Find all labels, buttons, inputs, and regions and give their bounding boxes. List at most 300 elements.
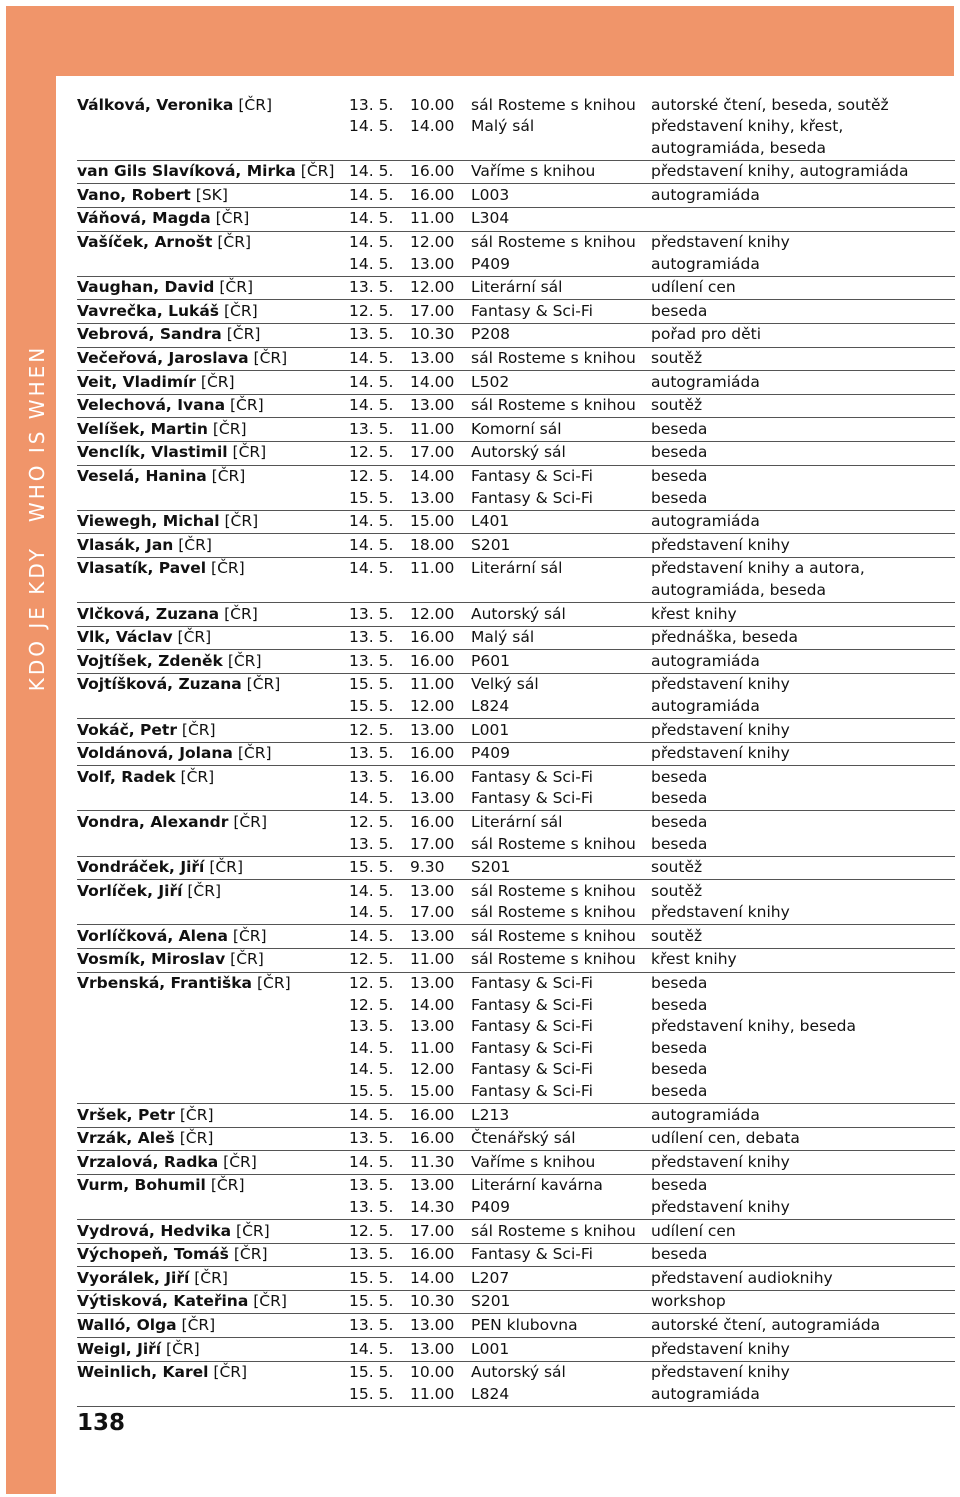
event-date: 15. 5. — [349, 675, 394, 694]
author-surname: Vlk, Václav — [77, 628, 173, 647]
event-time: 11.00 — [410, 207, 471, 231]
event-date: 12. 5. — [349, 441, 410, 465]
event-activity: autogramiáda — [651, 696, 955, 719]
event-venue: L824 — [471, 1384, 651, 1407]
section-title-english: WHO IS WHEN — [25, 344, 49, 523]
schedule-row — [77, 116, 955, 138]
event-time: 10.00 — [410, 95, 455, 114]
author-surname: Vydrová, Hedvika — [77, 1221, 232, 1240]
event-venue: sál Rosteme s knihou — [471, 834, 651, 857]
event-activity: autogramiáda — [651, 1384, 955, 1407]
event-venue: PEN klubovna — [471, 1314, 651, 1338]
event-date: 13. 5. — [349, 1127, 410, 1151]
author-cell — [77, 300, 349, 324]
event-time: 13.00 — [410, 1017, 455, 1036]
author-surname: Vokáč, Petr — [77, 720, 177, 739]
author-country: [ČR] — [211, 559, 245, 578]
event-date: 14. 5. — [349, 233, 394, 252]
schedule-row — [77, 534, 955, 558]
author-cell — [77, 184, 349, 208]
event-time: 16.00 — [410, 184, 471, 208]
author-surname: Vosmík, Miroslav — [77, 950, 226, 969]
author-cell — [77, 207, 349, 231]
schedule-row — [77, 1151, 955, 1175]
author-cell — [77, 811, 349, 834]
event-time: 12.00 — [410, 696, 471, 719]
event-venue: Autorský sál — [471, 1363, 566, 1382]
event-time: 16.00 — [410, 742, 471, 766]
author-surname: Výchopeň, Tomáš — [77, 1245, 229, 1264]
event-date: 14. 5. — [349, 925, 410, 949]
author-country: [ČR] — [233, 812, 267, 831]
event-venue: Autorský sál — [471, 603, 651, 627]
schedule-row — [77, 742, 955, 766]
event-venue — [471, 138, 651, 161]
event-activity: soutěž — [651, 394, 955, 418]
event-venue: Velký sál — [471, 675, 539, 694]
event-time: 13.00 — [410, 254, 471, 277]
event-venue: Literární kavárna — [471, 1176, 603, 1195]
author-cell — [77, 880, 349, 903]
schedule-table — [77, 94, 955, 1407]
event-activity: udílení cen — [651, 1220, 955, 1244]
event-venue: Komorní sál — [471, 418, 651, 442]
schedule-row — [77, 603, 955, 627]
schedule-row — [77, 300, 955, 324]
event-activity — [651, 207, 955, 231]
event-activity: představení knihy — [651, 1197, 955, 1220]
event-time: 14.30 — [410, 1197, 471, 1220]
event-date: 13. 5. — [349, 603, 410, 627]
schedule-row — [77, 1361, 955, 1384]
event-activity: představení knihy, křest, — [651, 117, 844, 136]
event-activity: autorské čtení, autogramiáda — [651, 1314, 955, 1338]
author-surname: Vorlíček, Jiří — [77, 881, 183, 900]
author-cell — [77, 1127, 349, 1151]
event-activity: beseda — [651, 767, 708, 786]
author-surname: Walló, Olga — [77, 1315, 177, 1334]
event-date: 14. 5. — [349, 510, 410, 534]
schedule-row — [77, 254, 955, 277]
author-cell — [77, 1151, 349, 1175]
event-time: 17.00 — [410, 441, 471, 465]
event-date: 14. 5. — [349, 559, 394, 578]
event-date: 15. 5. — [349, 1290, 410, 1314]
event-activity: pořad pro děti — [651, 323, 955, 347]
schedule-row — [77, 276, 955, 300]
schedule-row — [77, 347, 955, 371]
author-country: [ČR] — [217, 233, 252, 252]
event-date: 13. 5. — [349, 1197, 410, 1220]
author-surname: van Gils Slavíková, Mirka — [77, 162, 296, 181]
author-cell — [77, 719, 349, 743]
event-date: 13. 5. — [349, 626, 410, 650]
author-surname: Weigl, Jiří — [77, 1339, 162, 1358]
event-venue: L213 — [471, 1104, 651, 1128]
event-activity: představení knihy, beseda — [651, 1017, 856, 1036]
author-country: [ČR] — [166, 1339, 200, 1358]
event-time: 17.00 — [410, 300, 471, 324]
event-activity: autogramiáda — [651, 184, 955, 208]
author-country: [ČR] — [213, 1363, 248, 1382]
schedule-row — [77, 1059, 955, 1081]
event-date: 13. 5. — [349, 418, 410, 442]
event-time: 11.00 — [410, 948, 471, 972]
event-venue: L003 — [471, 184, 651, 208]
event-venue: Vaříme s knihou — [471, 160, 651, 184]
author-surname: Vašíček, Arnošt — [77, 233, 213, 252]
event-time: 10.30 — [410, 323, 471, 347]
event-date: 13. 5. — [349, 1243, 410, 1267]
author-country: [ČR] — [238, 95, 273, 114]
event-activity: autogramiáda — [651, 650, 955, 674]
author-cell — [77, 1338, 349, 1362]
schedule-row — [77, 1127, 955, 1151]
event-venue: Fantasy & Sci-Fi — [471, 974, 593, 993]
event-date: 13. 5. — [349, 323, 410, 347]
event-time: 15.00 — [410, 510, 471, 534]
event-activity: představení knihy — [651, 1363, 790, 1382]
schedule-row — [77, 948, 955, 972]
author-country: [ČR] — [178, 535, 212, 554]
author-country: [SK] — [195, 185, 228, 204]
event-activity: představení knihy — [651, 742, 955, 766]
event-date — [349, 138, 410, 161]
event-time: 13.00 — [410, 881, 455, 900]
author-cell — [77, 766, 349, 789]
event-activity: představení knihy — [651, 675, 790, 694]
schedule-row — [77, 184, 955, 208]
author-country: [ČR] — [236, 1221, 270, 1240]
event-activity: beseda — [651, 1060, 708, 1079]
author-cell — [77, 116, 349, 138]
author-cell — [77, 138, 349, 161]
author-surname: Venclík, Vlastimil — [77, 443, 228, 462]
author-country: [ČR] — [232, 443, 267, 462]
author-surname: Vojtíšek, Zdeněk — [77, 651, 223, 670]
schedule-row — [77, 1016, 955, 1038]
schedule-row — [77, 1290, 955, 1314]
event-activity: beseda — [651, 1038, 708, 1057]
author-surname: Vojtíšková, Zuzana — [77, 675, 242, 694]
event-time: 9.30 — [410, 856, 471, 880]
schedule-row — [77, 1081, 955, 1104]
author-country: [ČR] — [187, 881, 222, 900]
event-date: 14. 5. — [349, 117, 394, 136]
author-surname: Velíšek, Martin — [77, 419, 208, 438]
event-activity: představení knihy — [651, 1338, 955, 1362]
event-activity: udílení cen — [651, 276, 955, 300]
author-country: [ČR] — [223, 301, 258, 320]
author-surname: Vlasatík, Pavel — [77, 559, 207, 578]
event-activity: autogramiáda — [651, 1104, 955, 1128]
event-venue: sál Rosteme s knihou — [471, 948, 651, 972]
event-time: 13.00 — [410, 925, 471, 949]
section-title-czech: KDO JE KDY — [25, 546, 49, 692]
schedule-row — [77, 323, 955, 347]
author-cell — [77, 1174, 349, 1197]
event-venue: Fantasy & Sci-Fi — [471, 1017, 593, 1036]
schedule-row — [77, 510, 955, 534]
author-country: [ČR] — [194, 1268, 228, 1287]
event-activity: beseda — [651, 1243, 955, 1267]
event-date: 12. 5. — [349, 719, 410, 743]
event-venue: L502 — [471, 371, 651, 395]
author-surname: Vebrová, Sandra — [77, 325, 222, 344]
schedule-row — [77, 880, 955, 903]
author-surname: Vlčková, Zuzana — [77, 604, 220, 623]
author-surname: Vano, Robert — [77, 185, 191, 204]
event-venue: Fantasy & Sci-Fi — [471, 1038, 593, 1057]
author-cell — [77, 580, 349, 603]
author-cell — [77, 557, 349, 580]
schedule-row — [77, 925, 955, 949]
event-date — [349, 580, 410, 603]
author-country: [ČR] — [253, 349, 288, 368]
event-venue: sál Rosteme s knihou — [471, 95, 636, 114]
author-surname: Vavrečka, Lukáš — [77, 301, 220, 320]
event-activity: autogramiáda, beseda — [651, 138, 955, 161]
event-time: 13.00 — [410, 1338, 471, 1362]
event-date: 14. 5. — [349, 902, 410, 925]
author-cell — [77, 534, 349, 558]
author-surname: Weinlich, Karel — [77, 1363, 209, 1382]
event-venue: sál Rosteme s knihou — [471, 394, 651, 418]
author-cell — [77, 902, 349, 925]
author-country: [ČR] — [181, 720, 216, 739]
schedule-row — [77, 441, 955, 465]
event-date: 14. 5. — [349, 534, 410, 558]
event-venue: Literární sál — [471, 812, 563, 831]
schedule-row — [77, 650, 955, 674]
event-activity: představení knihy — [651, 233, 790, 252]
event-time: 16.00 — [410, 1243, 471, 1267]
event-time: 13.00 — [410, 347, 471, 371]
author-cell — [77, 1267, 349, 1291]
top-color-band — [6, 6, 954, 76]
event-venue: P409 — [471, 254, 651, 277]
event-date: 12. 5. — [349, 974, 394, 993]
event-time: 16.00 — [410, 1104, 471, 1128]
event-activity: autogramiáda, beseda — [651, 580, 955, 603]
event-date: 15. 5. — [349, 1267, 410, 1291]
event-venue: Fantasy & Sci-Fi — [471, 488, 651, 511]
event-date: 13. 5. — [349, 1176, 394, 1195]
event-activity: udílení cen, debata — [651, 1127, 955, 1151]
event-date: 12. 5. — [349, 300, 410, 324]
event-date: 14. 5. — [349, 881, 394, 900]
schedule-row — [77, 1243, 955, 1267]
schedule-row — [77, 488, 955, 511]
schedule-row — [77, 1174, 955, 1197]
author-country: [ČR] — [179, 1129, 214, 1148]
event-time: 14.00 — [410, 117, 455, 136]
event-time: 13.00 — [410, 719, 471, 743]
author-country: [ČR] — [224, 604, 258, 623]
schedule-row — [77, 557, 955, 580]
event-date: 15. 5. — [349, 1363, 394, 1382]
author-country: [ČR] — [256, 974, 291, 993]
schedule-row — [77, 995, 955, 1017]
event-venue: sál Rosteme s knihou — [471, 233, 636, 252]
author-cell — [77, 742, 349, 766]
event-time: 10.30 — [410, 1290, 471, 1314]
author-cell — [77, 1314, 349, 1338]
author-country: [ČR] — [227, 651, 262, 670]
event-time: 16.00 — [410, 1127, 471, 1151]
event-time: 11.00 — [410, 1384, 471, 1407]
schedule-row — [77, 673, 955, 696]
event-time: 11.00 — [410, 559, 455, 578]
author-country: [ČR] — [224, 512, 259, 531]
event-venue: Fantasy & Sci-Fi — [471, 767, 593, 786]
event-venue: Fantasy & Sci-Fi — [471, 1243, 651, 1267]
schedule-row — [77, 1338, 955, 1362]
author-cell — [77, 418, 349, 442]
author-cell — [77, 510, 349, 534]
schedule-row — [77, 1267, 955, 1291]
schedule-row — [77, 207, 955, 231]
schedule-row — [77, 371, 955, 395]
event-activity: autogramiáda — [651, 510, 955, 534]
event-date: 14. 5. — [349, 160, 410, 184]
author-surname: Váňová, Magda — [77, 209, 211, 228]
event-time: 16.00 — [410, 650, 471, 674]
event-date: 13. 5. — [349, 767, 394, 786]
event-activity: představení knihy — [651, 1151, 955, 1175]
event-time: 14.00 — [410, 371, 471, 395]
author-surname: Volf, Radek — [77, 767, 176, 786]
author-country: [ČR] — [246, 675, 281, 694]
author-cell — [77, 1104, 349, 1128]
author-cell — [77, 948, 349, 972]
event-time: 13.00 — [410, 1176, 455, 1195]
event-time: 16.00 — [410, 160, 471, 184]
schedule-row — [77, 1104, 955, 1128]
author-cell — [77, 323, 349, 347]
author-surname: Vondra, Alexandr — [77, 812, 229, 831]
event-activity: workshop — [651, 1290, 955, 1314]
event-time: 13.00 — [410, 394, 471, 418]
event-date: 14. 5. — [349, 1060, 394, 1079]
event-date: 12. 5. — [349, 812, 394, 831]
page-number: 138 — [77, 1410, 126, 1436]
event-date: 14. 5. — [349, 184, 410, 208]
schedule-row — [77, 811, 955, 834]
event-date: 13. 5. — [349, 650, 410, 674]
event-activity: beseda — [651, 418, 955, 442]
event-venue: sál Rosteme s knihou — [471, 1220, 651, 1244]
event-date: 15. 5. — [349, 696, 410, 719]
event-date: 12. 5. — [349, 948, 410, 972]
event-activity: soutěž — [651, 856, 955, 880]
schedule-row — [77, 138, 955, 161]
author-country: [ČR] — [212, 419, 247, 438]
author-cell — [77, 1016, 349, 1038]
author-country: [ČR] — [215, 209, 250, 228]
schedule-row — [77, 160, 955, 184]
author-cell — [77, 394, 349, 418]
side-color-band — [6, 6, 56, 1494]
author-surname: Viewegh, Michal — [77, 512, 220, 531]
event-date: 14. 5. — [349, 1038, 394, 1057]
schedule-row — [77, 696, 955, 719]
author-country: [ČR] — [219, 278, 254, 297]
event-date: 15. 5. — [349, 488, 410, 511]
schedule-row — [77, 856, 955, 880]
schedule-row — [77, 465, 955, 488]
schedule-row — [77, 1314, 955, 1338]
event-venue: S201 — [471, 856, 651, 880]
event-date: 12. 5. — [349, 1220, 410, 1244]
author-surname: Voldánová, Jolana — [77, 744, 233, 763]
event-activity: beseda — [651, 488, 955, 511]
event-date: 14. 5. — [349, 254, 410, 277]
event-venue: S201 — [471, 1290, 651, 1314]
event-date: 13. 5. — [349, 742, 410, 766]
author-cell — [77, 696, 349, 719]
event-time — [410, 580, 471, 603]
schedule-row — [77, 834, 955, 857]
event-activity: představení knihy — [651, 902, 955, 925]
author-surname: Vrzalová, Radka — [77, 1152, 219, 1171]
author-cell — [77, 995, 349, 1017]
author-country: [ČR] — [177, 628, 212, 647]
event-date: 13. 5. — [349, 834, 410, 857]
event-venue: sál Rosteme s knihou — [471, 881, 636, 900]
author-country: [ČR] — [300, 162, 335, 181]
event-activity: přednáška, beseda — [651, 626, 955, 650]
event-time: 10.00 — [410, 1363, 455, 1382]
event-venue: L824 — [471, 696, 651, 719]
author-country: [ČR] — [209, 858, 243, 877]
author-cell — [77, 1384, 349, 1407]
author-cell — [77, 94, 349, 116]
event-venue: P409 — [471, 1197, 651, 1220]
author-cell — [77, 972, 349, 995]
author-cell — [77, 441, 349, 465]
event-date: 12. 5. — [349, 995, 394, 1014]
event-activity: soutěž — [651, 925, 955, 949]
event-activity: beseda — [651, 995, 708, 1014]
event-venue: Autorský sál — [471, 441, 651, 465]
event-time: 13.00 — [410, 974, 455, 993]
event-venue: S201 — [471, 534, 651, 558]
event-activity: beseda — [651, 1176, 708, 1195]
author-country: [ČR] — [223, 1152, 257, 1171]
author-cell — [77, 1038, 349, 1060]
event-date: 15. 5. — [349, 856, 410, 880]
event-date: 13. 5. — [349, 276, 410, 300]
event-venue: Malý sál — [471, 626, 651, 650]
author-cell — [77, 1361, 349, 1384]
event-venue: L001 — [471, 719, 651, 743]
event-time: 16.00 — [410, 626, 471, 650]
event-time: 18.00 — [410, 534, 471, 558]
event-date: 15. 5. — [349, 1081, 410, 1104]
event-activity: představení knihy — [651, 719, 955, 743]
event-date: 14. 5. — [349, 371, 410, 395]
author-cell — [77, 1081, 349, 1104]
schedule-row — [77, 418, 955, 442]
schedule-row — [77, 788, 955, 811]
event-venue: Literární sál — [471, 276, 651, 300]
event-venue: P208 — [471, 323, 651, 347]
event-activity: představení audioknihy — [651, 1267, 955, 1291]
event-date: 14. 5. — [349, 207, 410, 231]
schedule-row — [77, 626, 955, 650]
author-surname: Vaughan, David — [77, 278, 215, 297]
